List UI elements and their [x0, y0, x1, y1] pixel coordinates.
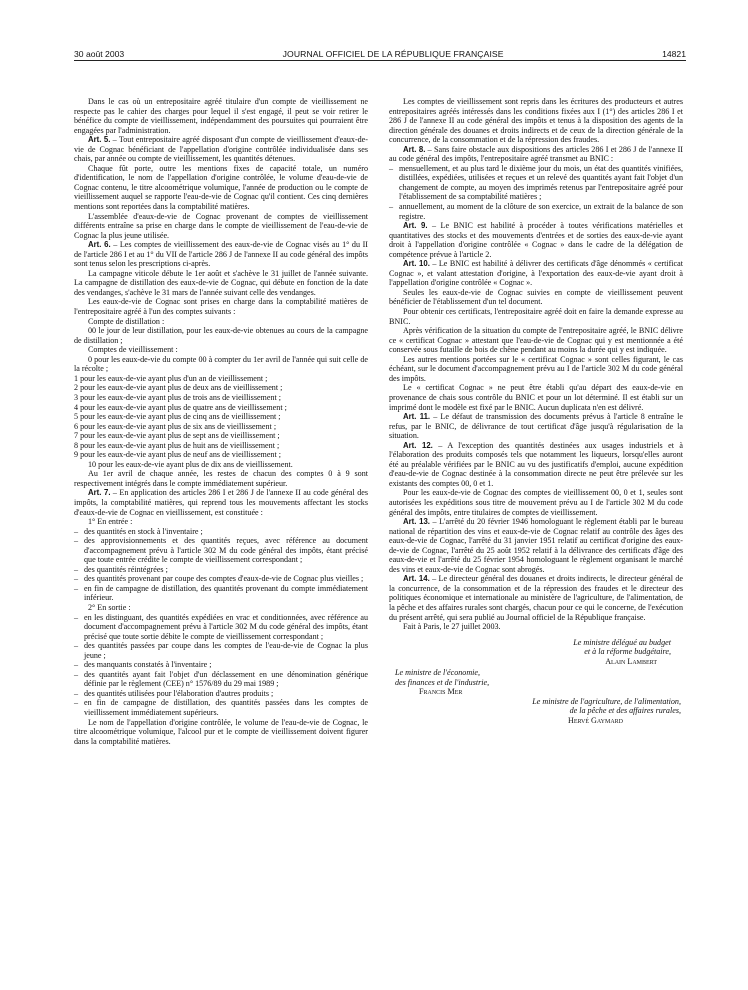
paragraph: Chaque fût porte, outre les mentions fixes de capacité totale, un numéro d'identification, le nom de l'appellation d'origine contrôlée, le volume d'eau-de-vie de Cognac contenu, le titre alcoométrique volumique, l'année de production ou le compte de vieillissement auquel se rapporte l'eau-de-vie de Cognac qu'il contient. Ces cinq dernières mentions sont reportées dans la comptabilité matières. [74, 163, 368, 212]
account-list-item: 9 pour les eaux-de-vie ayant plus de neuf ans de vieillissement ; [74, 450, 282, 460]
article-text: – Les comptes de vieillissement des eaux-de-vie de Cognac visés au 1° du II de l'article 286 I et au 1° du VII de l'article 286 J de l'annexe II au code général des impôts sont tenus selon les prescriptions ci-après. [74, 240, 368, 269]
paragraph: Les autres mentions portées sur le « certificat Cognac » sont celles figurant, le cas échéant, sur le document d'accompagnement prévu au I de l'article 302 M du code général des impôts. [389, 354, 683, 383]
signature-budget-role: Le ministre délégué au budget et à la réforme budgétaire, [573, 637, 671, 657]
paragraph: Pour les eaux-de-vie de Cognac des comptes de vieillissement 00, 0 et 1, seules sont autorisées les expéditions sous titre de mouvement prévu au I de l'article 302 M du code général des impôts, entre titulaires de comptes de vieillissement. [389, 488, 683, 517]
paragraph: 0 pour les eaux-de-vie du compte 00 à compter du 1er avril de l'année qui suit celle de la récolte ; [74, 354, 368, 374]
article-text: – Le BNIC est habilité à procéder à toutes vérifications matérielles et quantitatives des stocks et des mouvements d'entrées et de sorties des eaux-de-vie ayant droit à l'appellation d'origine contrôlée « Cognac » dans le cadre de la délégation de compétence prévue à l'article 2. [389, 221, 683, 259]
article-number: Art. 10. [403, 259, 430, 269]
article-text: – Le défaut de transmission des documents prévus à l'article 8 entraîne le refus, par le BNIC, de délivrance de tout certificat d'âge jusqu'à régularisation de la situation. [389, 412, 683, 441]
article-number: Art. 13. [403, 517, 430, 527]
paragraph: Le nom de l'appellation d'origine contrôlée, le volume de l'eau-de-vie de Cognac, le titre alcoométrique volumique, l'alcool pur et le compte de vieillissement doivent figurer dans la comptabilité matières. [74, 717, 368, 746]
paragraph: Les comptes de vieillissement sont repris dans les écritures des producteurs et autres entrepositaires agréés intéressés dans les conditions fixées aux I (1°) des articles 286 I et 286 J de l'annexe II au code général des impôts et tenus à la disposition des agents de la direction générale des douanes et droits indirects et de ceux de la direction générale de la concurrence, de la consommation et de la répression des fraudes. [389, 97, 683, 145]
account-list-item: 3 pour les eaux-de-vie ayant plus de trois ans de vieillissement ; [74, 392, 282, 402]
right-column-body [389, 97, 683, 632]
dash-list-item: – mensuellement, et au plus tard le dixième jour du mois, un état des quantités vinifiées, distillées, expédiées, utilisées et reçues et un relevé des quantités ayant fait l'objet d'un changement de compte, au moyen des imprimés retenus par l'entrepositaire agréé pour l'établissement de sa comptabilité matières ; [389, 164, 683, 202]
article-paragraph [74, 240, 368, 269]
paragraph: La campagne viticole débute le 1er août et s'achève le 31 juillet de l'année suivante. La campagne de distillation des eaux-de-vie de Cognac, qui débute en fonction de la date des vendanges, s'achève le 31 mars de l'année suivant celle des vendanges. [74, 268, 368, 297]
signature-economie-role: Le ministre de l'économie, des finances et de l'industrie, [395, 668, 490, 687]
article-number: Art. 9. [403, 221, 428, 231]
dash-list-item: – en fin de campagne de distillation, des quantités passées dans les comptes de vieillissement immédiatement supérieurs. [74, 698, 368, 717]
article-paragraph [389, 145, 683, 164]
article-text: – En application des articles 286 I et 286 J de l'annexe II au code général des impôts, la comptabilité matières, qui reprend tous les mouvements affectant les stocks d'eaux-de-vie de Cognac en vieillissement, est constituée : [74, 488, 368, 517]
dash-list-item: – des manquants constatés à l'inventaire ; [74, 660, 368, 670]
dash-list-item: – des quantités provenant par coupe des comptes d'eaux-de-vie de Cognac plus vieilles ; [74, 574, 368, 584]
article-text: – Tout entrepositaire agréé disposant d'un compte de vieillissement d'eaux-de-vie de Cognac bénéficiant de l'appellation d'origine contrôlée individualisée dans ses chais, par année ou compte de vieillissement, les quantités détenues. [74, 135, 368, 164]
article-text: – L'arrêté du 20 février 1946 homologuant le règlement établi par le bureau national de répartition des vins et eaux-de-vie de Cognac relatif au contrôle des âges des eaux-de-vie de Cognac, l'arrêté du 31 janvier 1951 relatif au certificat d'origine des eaux-de-vie de Cognac, l'arrêté du 25 août 1952 relatif à la délivrance des certificats d'âge des eaux-de-vie et l'arrêté du 25 février 1954 homologuant le règlement organisant le marché des vins et eaux-de-vie de Cognac sont abrogés. [389, 517, 684, 574]
right-column [389, 97, 683, 726]
dash-list-item: – des quantités utilisées pour l'élaboration d'autres produits ; [74, 689, 368, 699]
paragraph: Dans le cas où un entrepositaire agréé titulaire d'un compte de vieillissement ne respecte pas le cahier des charges pour lequel il s'est engagé, il peut se voir retirer le bénéfice du compte de vieillissement, indépendamment des poursuites qui pourraient être engagées par l'administration. [74, 97, 368, 135]
dash-list-item: – des quantités passées par coupe dans les comptes de l'eau-de-vie de Cognac la plus jeune ; [74, 641, 368, 660]
paragraph: Les eaux-de-vie de Cognac sont prises en charge dans la comptabilité matières de l'entrepositaire agréé à l'un des comptes suivants : [74, 297, 368, 317]
article-text: – Le directeur général des douanes et droits indirects, le directeur général de la concurrence, de la consommation et de la répression des fraudes et le directeur des politiques économique et internationale au ministère de l'agriculture, de l'alimentation, de la pêche et des affaires rurales sont chargés, chacun pour ce qui le concerne, de l'exécution du présent arrêté, qui sera publié au Journal officiel de la République française. [389, 574, 683, 622]
signature-agri-role: Le ministre de l'agriculture, de l'alimentation, de la pêche et des affaires rurales, [532, 696, 681, 716]
paragraph: Seules les eaux-de-vie de Cognac suivies en compte de vieillissement peuvent bénéficier de l'établissement d'un tel document. [389, 287, 683, 307]
paragraph: Fait à Paris, le 27 juillet 2003. [403, 622, 501, 632]
paragraph: Au 1er avril de chaque année, les restes de chacun des comptes 0 à 9 sont respectivement intégrés dans le compte immédiatement supérieur. [74, 469, 368, 488]
dash-list-item: – des approvisionnements et des quantités reçues, avec référence au document d'accompagnement prévu à l'article 302 M du code général des impôts, étant précisé que toute entrée crédite le compte de vieillissement correspondant ; [74, 536, 368, 565]
paragraph: 1° En entrée : [88, 517, 133, 527]
article-paragraph [389, 259, 683, 288]
header-rule [74, 60, 686, 61]
article-paragraph [389, 441, 683, 489]
dash-list-item: – des quantités réintégrées ; [74, 565, 368, 575]
article-number: Art. 11. [403, 412, 431, 422]
page-header [74, 49, 686, 59]
account-list-item: 1 pour les eaux-de-vie ayant plus d'un an de vieillissement ; [74, 373, 268, 383]
paragraph: Comptes de vieillissement : [88, 345, 178, 355]
account-list-item: 8 pour les eaux-de-vie ayant plus de huit ans de vieillissement ; [74, 440, 280, 450]
paragraph: Le « certificat Cognac » ne peut être établi qu'au départ des eaux-de-vie en provenance de chais sous contrôle du BNIC et pour un lot déterminé. Il est établi sur un imprimé dont le modèle est fixé par le BNIC. Aucun duplicata n'en est délivré. [389, 383, 683, 412]
account-list-item: 5 pour les eaux-de-vie ayant plus de cinq ans de vieillissement ; [74, 412, 281, 422]
dash-list-item: – des quantités en stock à l'inventaire ; [74, 527, 368, 537]
paragraph: Après vérification de la situation du compte de l'entrepositaire agréé, le BNIC délivre ce « certificat Cognac » attestant que l'eau-de-vie de Cognac qui y est mentionnée a été conservée sous futaille de bois de chêne pendant au moins la durée qui y est indiquée. [389, 326, 683, 355]
header-journal-title: JOURNAL OFFICIEL DE LA RÉPUBLIQUE FRANÇAISE [282, 49, 504, 59]
paragraph: 2° En sortie : [88, 602, 131, 612]
article-paragraph [74, 135, 368, 164]
paragraph: L'assemblée d'eaux-de-vie de Cognac provenant de comptes de vieillissement différents entraîne sa prise en charge dans le compte de vieillissement de l'eau-de-vie de Cognac la plus jeune utilisée. [74, 211, 368, 240]
article-text: – Sans faire obstacle aux dispositions des articles 286 I et 286 J de l'annexe II au code général des impôts, l'entrepositaire agréé transmet au BNIC : [389, 144, 683, 164]
account-list-item: 7 pour les eaux-de-vie ayant plus de sept ans de vieillissement ; [74, 431, 280, 441]
article-paragraph [389, 574, 683, 622]
dash-list-item: – en les distinguant, des quantités expédiées en vrac et conditionnées, avec référence au document d'accompagnement prévu à l'article 302 M du code général des impôts, étant précisé que toute sortie débite le compte de vieillissement correspondant ; [74, 613, 368, 642]
signature-economie-name: Francis Mer [419, 687, 463, 697]
article-text: – Le BNIC est habilité à délivrer des certificats d'âge dénommés « certificat Cognac », et valant attestation d'origine, à l'exportation des eaux-de-vie ayant droit à l'appellation d'origine contrôlée « Cognac ». [389, 259, 683, 288]
paragraph: Pour obtenir ces certificats, l'entrepositaire agréé doit en faire la demande expresse au BNIC. [389, 307, 683, 326]
paragraph: Compte de distillation : [88, 316, 165, 326]
paragraph: 00 le jour de leur distillation, pour les eaux-de-vie obtenues au cours de la campagne de distillation ; [74, 326, 368, 345]
paragraph: 10 pour les eaux-de-vie ayant plus de dix ans de vieillissement. [88, 459, 293, 469]
signature-block [389, 638, 683, 726]
header-page-number: 14821 [662, 49, 686, 59]
header-date: 30 août 2003 [74, 49, 125, 59]
article-number: Art. 8. [403, 144, 426, 154]
dash-list-item: – en fin de campagne de distillation, des quantités provenant du compte immédiatement inférieur. [74, 584, 368, 603]
article-number: Art. 12. [403, 440, 433, 450]
signature-budget-name: Alain Lambert [605, 656, 657, 666]
signature-agri-name: Hervé Gaymard [567, 716, 623, 725]
article-paragraph [389, 517, 683, 574]
article-paragraph [389, 221, 683, 259]
account-list-item: 2 pour les eaux-de-vie ayant plus de deux ans de vieillissement ; [74, 383, 283, 393]
article-number: Art. 7. [88, 488, 111, 498]
article-text: – A l'exception des quantités destinées aux usages industriels et à l'élaboration des produits composés tels que notamment les liqueurs, lorsqu'elles auront été au préalable vérifiées par le BNIC au vu des justificatifs d'emploi, aucune expédition d'eau-de-vie de Cognac destinée à la consommation directe ne peut être prélevée sur les existants des comptes 00, 0 et 1. [389, 440, 683, 488]
article-number: Art. 6. [88, 240, 111, 250]
article-paragraph [389, 412, 683, 441]
article-paragraph [74, 488, 368, 517]
article-number: Art. 5. [88, 135, 111, 145]
account-list-item: 6 pour les eaux-de-vie ayant plus de six ans de vieillissement ; [74, 421, 277, 431]
dash-list-item: – des quantités ayant fait l'objet d'un déclassement en une dénomination générique définie par le règlement (CEE) n° 1576/89 du 29 mai 1989 ; [74, 670, 368, 689]
article-number: Art. 14. [403, 574, 430, 584]
dash-list-item: – annuellement, au moment de la clôture de son exercice, un extrait de la balance de son registre. [389, 202, 683, 221]
left-column [74, 97, 368, 746]
account-list-item: 4 pour les eaux-de-vie ayant plus de quatre ans de vieillissement ; [74, 402, 287, 412]
